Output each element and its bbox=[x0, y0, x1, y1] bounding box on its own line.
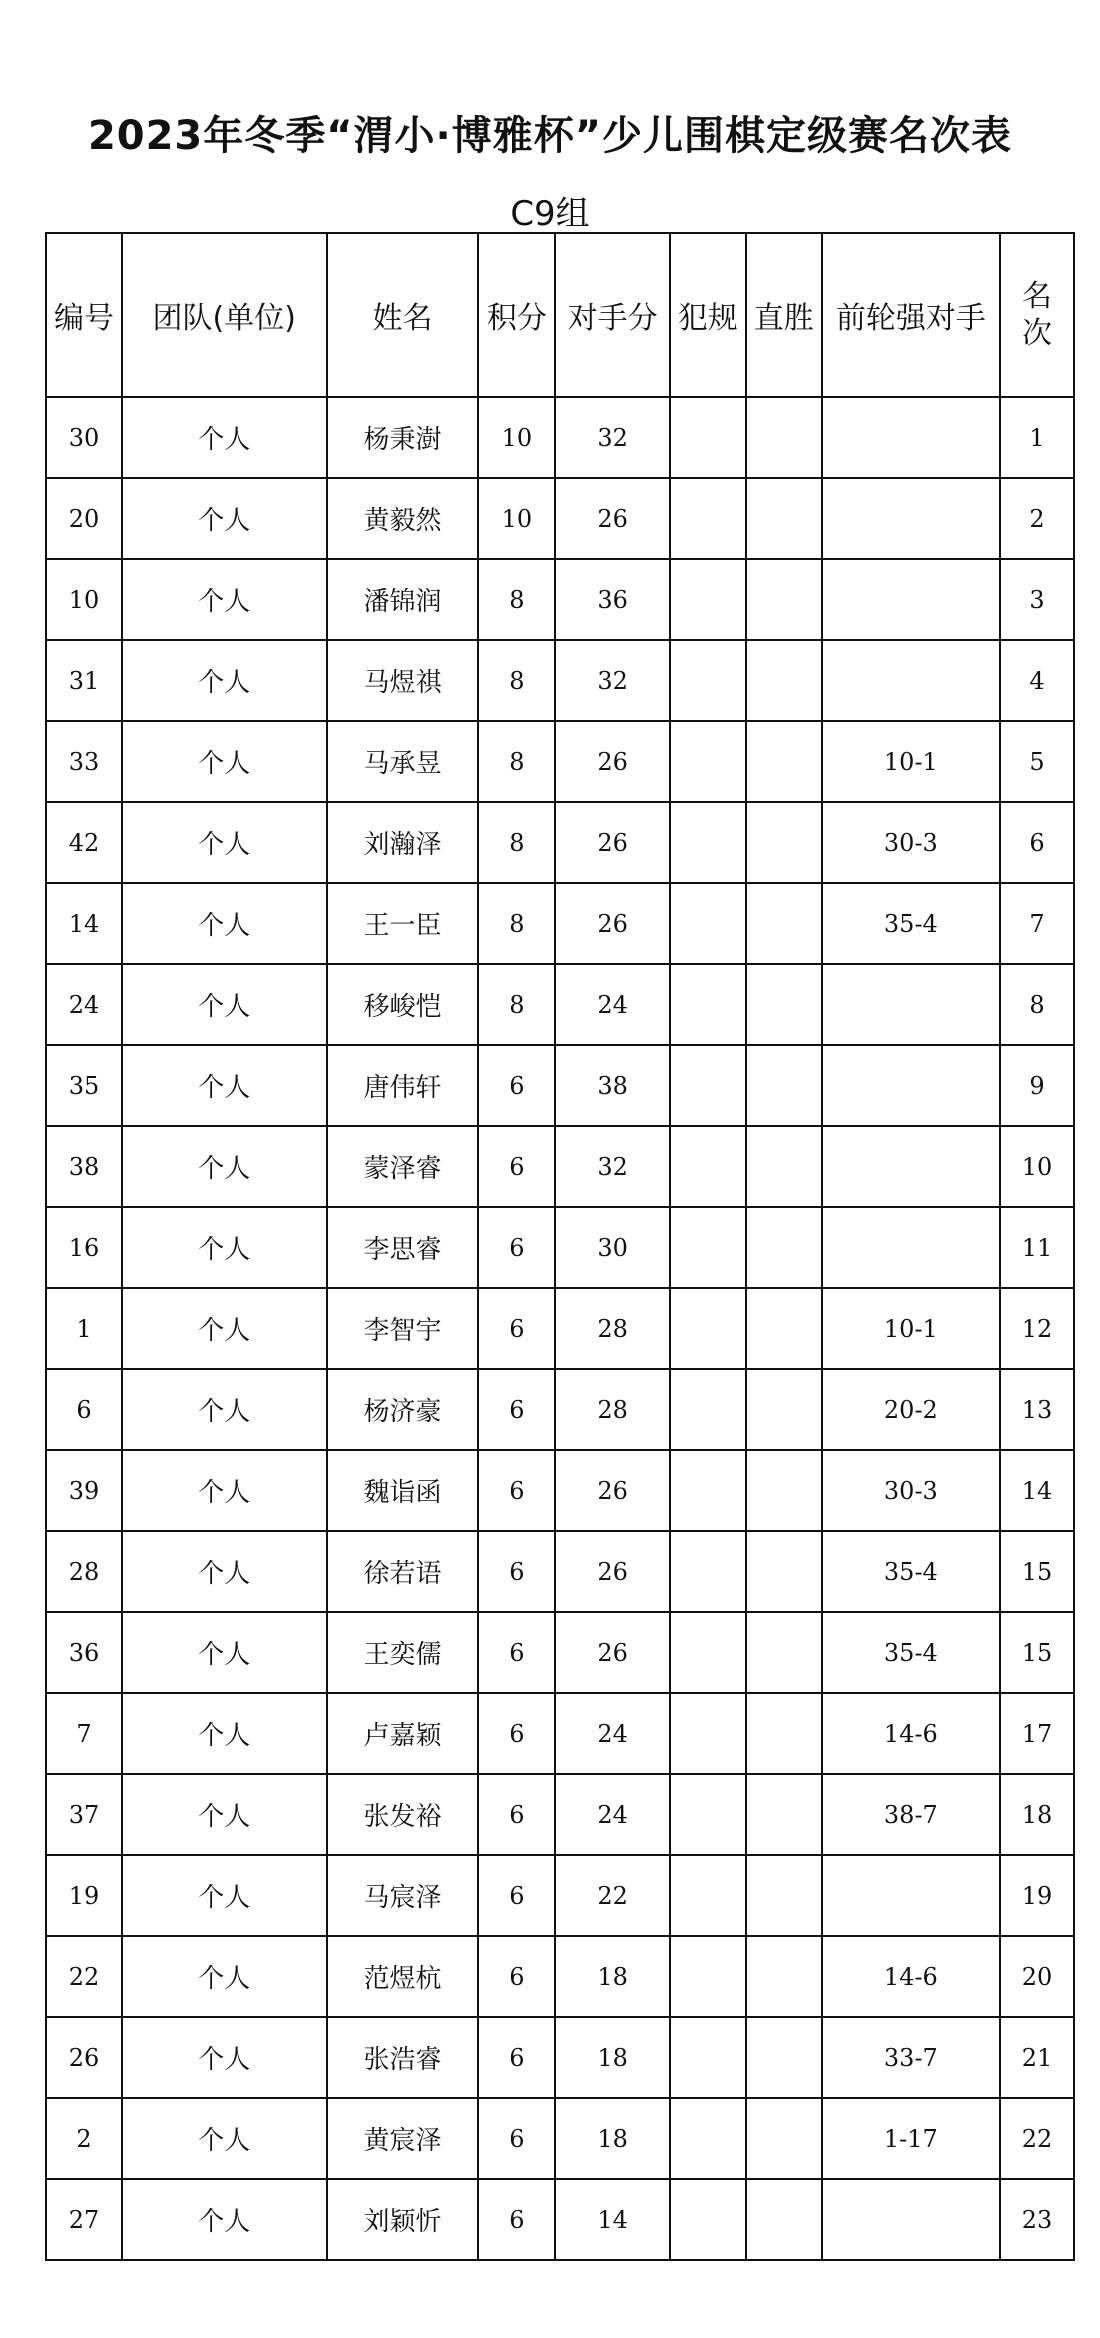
cell-points: 6 bbox=[478, 1612, 555, 1693]
cell-name: 马煜祺 bbox=[327, 640, 479, 721]
cell-rank: 2 bbox=[1000, 478, 1074, 559]
table-row bbox=[46, 478, 1074, 559]
cell-foul bbox=[670, 1369, 746, 1450]
cell-rank: 9 bbox=[1000, 1045, 1074, 1126]
table-row bbox=[46, 1126, 1074, 1207]
cell-team: 个人 bbox=[122, 1855, 327, 1936]
header-foul: 犯规 bbox=[670, 233, 746, 397]
cell-name: 马承昱 bbox=[327, 721, 479, 802]
cell-id: 28 bbox=[46, 1531, 122, 1612]
table-row bbox=[46, 1045, 1074, 1126]
table-header-row bbox=[46, 233, 1074, 397]
cell-id: 38 bbox=[46, 1126, 122, 1207]
cell-name: 移峻恺 bbox=[327, 964, 479, 1045]
cell-points: 6 bbox=[478, 1936, 555, 2017]
cell-foul bbox=[670, 1126, 746, 1207]
cell-foul bbox=[670, 1288, 746, 1369]
cell-name: 徐若语 bbox=[327, 1531, 479, 1612]
header-strong-opponent: 前轮强对手 bbox=[822, 233, 1000, 397]
cell-rank: 4 bbox=[1000, 640, 1074, 721]
cell-foul bbox=[670, 883, 746, 964]
cell-points: 6 bbox=[478, 1126, 555, 1207]
cell-foul bbox=[670, 640, 746, 721]
cell-foul bbox=[670, 1612, 746, 1693]
cell-foul bbox=[670, 1045, 746, 1126]
cell-direct-win bbox=[746, 1612, 822, 1693]
page-title: 2023年冬季“渭小·博雅杯”少儿围棋定级赛名次表 bbox=[87, 113, 1013, 159]
cell-team: 个人 bbox=[122, 397, 327, 478]
cell-team: 个人 bbox=[122, 2179, 327, 2260]
cell-name: 张发裕 bbox=[327, 1774, 479, 1855]
cell-points: 10 bbox=[478, 397, 555, 478]
cell-name: 马宸泽 bbox=[327, 1855, 479, 1936]
header-points: 积分 bbox=[478, 233, 555, 397]
cell-opponent-score: 24 bbox=[555, 1774, 669, 1855]
cell-foul bbox=[670, 1855, 746, 1936]
cell-team: 个人 bbox=[122, 1774, 327, 1855]
cell-rank: 10 bbox=[1000, 1126, 1074, 1207]
cell-direct-win bbox=[746, 2017, 822, 2098]
cell-rank: 6 bbox=[1000, 802, 1074, 883]
cell-rank: 14 bbox=[1000, 1450, 1074, 1531]
cell-direct-win bbox=[746, 1693, 822, 1774]
cell-id: 10 bbox=[46, 559, 122, 640]
table-row bbox=[46, 1774, 1074, 1855]
cell-rank: 21 bbox=[1000, 2017, 1074, 2098]
cell-opponent-score: 24 bbox=[555, 964, 669, 1045]
cell-foul bbox=[670, 2098, 746, 2179]
cell-team: 个人 bbox=[122, 640, 327, 721]
cell-strong-opponent bbox=[822, 397, 1000, 478]
cell-points: 8 bbox=[478, 883, 555, 964]
cell-rank: 19 bbox=[1000, 1855, 1074, 1936]
cell-team: 个人 bbox=[122, 1207, 327, 1288]
cell-direct-win bbox=[746, 1774, 822, 1855]
cell-points: 6 bbox=[478, 2017, 555, 2098]
cell-strong-opponent: 35-4 bbox=[822, 1612, 1000, 1693]
cell-direct-win bbox=[746, 2179, 822, 2260]
cell-points: 8 bbox=[478, 721, 555, 802]
cell-points: 10 bbox=[478, 478, 555, 559]
cell-foul bbox=[670, 478, 746, 559]
cell-opponent-score: 26 bbox=[555, 721, 669, 802]
cell-strong-opponent bbox=[822, 640, 1000, 721]
cell-points: 6 bbox=[478, 1450, 555, 1531]
cell-strong-opponent: 35-4 bbox=[822, 883, 1000, 964]
cell-points: 6 bbox=[478, 1531, 555, 1612]
table-row bbox=[46, 2179, 1074, 2260]
cell-direct-win bbox=[746, 1531, 822, 1612]
cell-strong-opponent: 1-17 bbox=[822, 2098, 1000, 2179]
cell-id: 2 bbox=[46, 2098, 122, 2179]
cell-direct-win bbox=[746, 1126, 822, 1207]
cell-points: 8 bbox=[478, 640, 555, 721]
cell-direct-win bbox=[746, 1207, 822, 1288]
cell-rank: 13 bbox=[1000, 1369, 1074, 1450]
cell-opponent-score: 22 bbox=[555, 1855, 669, 1936]
table-row bbox=[46, 2098, 1074, 2179]
cell-rank: 5 bbox=[1000, 721, 1074, 802]
cell-name: 杨济豪 bbox=[327, 1369, 479, 1450]
table-row bbox=[46, 640, 1074, 721]
cell-opponent-score: 38 bbox=[555, 1045, 669, 1126]
cell-name: 李智宇 bbox=[327, 1288, 479, 1369]
cell-strong-opponent: 20-2 bbox=[822, 1369, 1000, 1450]
cell-opponent-score: 32 bbox=[555, 640, 669, 721]
cell-id: 35 bbox=[46, 1045, 122, 1126]
cell-points: 6 bbox=[478, 1045, 555, 1126]
cell-direct-win bbox=[746, 559, 822, 640]
cell-opponent-score: 26 bbox=[555, 802, 669, 883]
cell-team: 个人 bbox=[122, 802, 327, 883]
cell-team: 个人 bbox=[122, 1936, 327, 2017]
cell-direct-win bbox=[746, 478, 822, 559]
cell-name: 刘瀚泽 bbox=[327, 802, 479, 883]
table-row bbox=[46, 1855, 1074, 1936]
cell-opponent-score: 32 bbox=[555, 397, 669, 478]
cell-foul bbox=[670, 964, 746, 1045]
cell-rank: 23 bbox=[1000, 2179, 1074, 2260]
cell-team: 个人 bbox=[122, 1369, 327, 1450]
cell-strong-opponent bbox=[822, 1126, 1000, 1207]
cell-opponent-score: 18 bbox=[555, 1936, 669, 2017]
cell-rank: 17 bbox=[1000, 1693, 1074, 1774]
table-row bbox=[46, 1531, 1074, 1612]
cell-team: 个人 bbox=[122, 559, 327, 640]
header-team: 团队(单位) bbox=[122, 233, 327, 397]
cell-opponent-score: 26 bbox=[555, 1531, 669, 1612]
cell-rank: 3 bbox=[1000, 559, 1074, 640]
cell-strong-opponent: 10-1 bbox=[822, 1288, 1000, 1369]
cell-foul bbox=[670, 1774, 746, 1855]
cell-name: 卢嘉颖 bbox=[327, 1693, 479, 1774]
cell-id: 42 bbox=[46, 802, 122, 883]
table-row bbox=[46, 2017, 1074, 2098]
cell-strong-opponent bbox=[822, 2179, 1000, 2260]
cell-rank: 7 bbox=[1000, 883, 1074, 964]
cell-direct-win bbox=[746, 1045, 822, 1126]
cell-opponent-score: 18 bbox=[555, 2017, 669, 2098]
cell-id: 33 bbox=[46, 721, 122, 802]
cell-name: 王奕儒 bbox=[327, 1612, 479, 1693]
cell-rank: 1 bbox=[1000, 397, 1074, 478]
cell-id: 22 bbox=[46, 1936, 122, 2017]
cell-id: 39 bbox=[46, 1450, 122, 1531]
cell-id: 31 bbox=[46, 640, 122, 721]
cell-name: 蒙泽睿 bbox=[327, 1126, 479, 1207]
cell-strong-opponent: 35-4 bbox=[822, 1531, 1000, 1612]
cell-team: 个人 bbox=[122, 2098, 327, 2179]
cell-team: 个人 bbox=[122, 883, 327, 964]
cell-team: 个人 bbox=[122, 721, 327, 802]
cell-rank: 8 bbox=[1000, 964, 1074, 1045]
header-opponent-score: 对手分 bbox=[555, 233, 669, 397]
cell-rank: 15 bbox=[1000, 1531, 1074, 1612]
cell-rank: 20 bbox=[1000, 1936, 1074, 2017]
cell-name: 杨秉澍 bbox=[327, 397, 479, 478]
cell-points: 6 bbox=[478, 1693, 555, 1774]
table-row bbox=[46, 802, 1074, 883]
cell-foul bbox=[670, 2017, 746, 2098]
cell-name: 潘锦润 bbox=[327, 559, 479, 640]
cell-opponent-score: 26 bbox=[555, 883, 669, 964]
table-row bbox=[46, 1693, 1074, 1774]
cell-id: 1 bbox=[46, 1288, 122, 1369]
cell-id: 37 bbox=[46, 1774, 122, 1855]
group-label: C9组 bbox=[510, 194, 590, 234]
cell-opponent-score: 26 bbox=[555, 478, 669, 559]
table-row bbox=[46, 883, 1074, 964]
header-id: 编号 bbox=[46, 233, 122, 397]
cell-points: 6 bbox=[478, 1774, 555, 1855]
cell-direct-win bbox=[746, 721, 822, 802]
cell-id: 19 bbox=[46, 1855, 122, 1936]
cell-strong-opponent: 10-1 bbox=[822, 721, 1000, 802]
table-row bbox=[46, 1612, 1074, 1693]
cell-strong-opponent: 14-6 bbox=[822, 1936, 1000, 2017]
cell-opponent-score: 28 bbox=[555, 1369, 669, 1450]
cell-id: 7 bbox=[46, 1693, 122, 1774]
cell-foul bbox=[670, 721, 746, 802]
cell-foul bbox=[670, 1450, 746, 1531]
cell-team: 个人 bbox=[122, 2017, 327, 2098]
cell-id: 16 bbox=[46, 1207, 122, 1288]
cell-direct-win bbox=[746, 802, 822, 883]
cell-points: 8 bbox=[478, 559, 555, 640]
cell-foul bbox=[670, 397, 746, 478]
cell-rank: 15 bbox=[1000, 1612, 1074, 1693]
cell-name: 魏诣函 bbox=[327, 1450, 479, 1531]
cell-direct-win bbox=[746, 640, 822, 721]
cell-direct-win bbox=[746, 397, 822, 478]
cell-id: 26 bbox=[46, 2017, 122, 2098]
cell-team: 个人 bbox=[122, 1288, 327, 1369]
cell-direct-win bbox=[746, 1288, 822, 1369]
cell-points: 6 bbox=[478, 2179, 555, 2260]
cell-opponent-score: 26 bbox=[555, 1612, 669, 1693]
cell-strong-opponent: 30-3 bbox=[822, 1450, 1000, 1531]
cell-opponent-score: 28 bbox=[555, 1288, 669, 1369]
cell-strong-opponent: 38-7 bbox=[822, 1774, 1000, 1855]
cell-points: 8 bbox=[478, 802, 555, 883]
cell-name: 黄宸泽 bbox=[327, 2098, 479, 2179]
cell-opponent-score: 36 bbox=[555, 559, 669, 640]
cell-foul bbox=[670, 2179, 746, 2260]
cell-opponent-score: 26 bbox=[555, 1450, 669, 1531]
cell-name: 黄毅然 bbox=[327, 478, 479, 559]
cell-team: 个人 bbox=[122, 1450, 327, 1531]
cell-points: 6 bbox=[478, 1855, 555, 1936]
cell-strong-opponent: 33-7 bbox=[822, 2017, 1000, 2098]
table-row bbox=[46, 1369, 1074, 1450]
cell-strong-opponent bbox=[822, 1855, 1000, 1936]
table-row bbox=[46, 1450, 1074, 1531]
cell-id: 27 bbox=[46, 2179, 122, 2260]
cell-foul bbox=[670, 802, 746, 883]
cell-foul bbox=[670, 559, 746, 640]
cell-id: 30 bbox=[46, 397, 122, 478]
table-row bbox=[46, 559, 1074, 640]
cell-name: 王一臣 bbox=[327, 883, 479, 964]
header-rank: 名次 bbox=[1000, 233, 1074, 397]
cell-rank: 18 bbox=[1000, 1774, 1074, 1855]
cell-team: 个人 bbox=[122, 1531, 327, 1612]
table-row bbox=[46, 721, 1074, 802]
table-row bbox=[46, 1288, 1074, 1369]
cell-strong-opponent bbox=[822, 1045, 1000, 1126]
cell-foul bbox=[670, 1693, 746, 1774]
cell-opponent-score: 18 bbox=[555, 2098, 669, 2179]
cell-strong-opponent: 30-3 bbox=[822, 802, 1000, 883]
cell-team: 个人 bbox=[122, 964, 327, 1045]
cell-points: 8 bbox=[478, 964, 555, 1045]
cell-team: 个人 bbox=[122, 1126, 327, 1207]
cell-name: 范煜杭 bbox=[327, 1936, 479, 2017]
cell-rank: 22 bbox=[1000, 2098, 1074, 2179]
cell-strong-opponent bbox=[822, 559, 1000, 640]
cell-direct-win bbox=[746, 964, 822, 1045]
ranking-table bbox=[45, 232, 1075, 2261]
cell-name: 李思睿 bbox=[327, 1207, 479, 1288]
cell-name: 刘颖忻 bbox=[327, 2179, 479, 2260]
cell-points: 6 bbox=[478, 1207, 555, 1288]
cell-points: 6 bbox=[478, 1369, 555, 1450]
cell-strong-opponent bbox=[822, 1207, 1000, 1288]
cell-foul bbox=[670, 1531, 746, 1612]
cell-strong-opponent bbox=[822, 478, 1000, 559]
cell-direct-win bbox=[746, 1936, 822, 2017]
cell-direct-win bbox=[746, 1450, 822, 1531]
cell-team: 个人 bbox=[122, 1693, 327, 1774]
cell-opponent-score: 32 bbox=[555, 1126, 669, 1207]
cell-rank: 11 bbox=[1000, 1207, 1074, 1288]
cell-strong-opponent: 14-6 bbox=[822, 1693, 1000, 1774]
cell-id: 20 bbox=[46, 478, 122, 559]
cell-points: 6 bbox=[478, 2098, 555, 2179]
cell-strong-opponent bbox=[822, 964, 1000, 1045]
header-name: 姓名 bbox=[327, 233, 479, 397]
header-direct-win: 直胜 bbox=[746, 233, 822, 397]
cell-id: 6 bbox=[46, 1369, 122, 1450]
cell-points: 6 bbox=[478, 1288, 555, 1369]
table-row bbox=[46, 1936, 1074, 2017]
table-row bbox=[46, 1207, 1074, 1288]
cell-direct-win bbox=[746, 883, 822, 964]
cell-foul bbox=[670, 1207, 746, 1288]
cell-opponent-score: 30 bbox=[555, 1207, 669, 1288]
cell-rank: 12 bbox=[1000, 1288, 1074, 1369]
cell-id: 14 bbox=[46, 883, 122, 964]
cell-id: 24 bbox=[46, 964, 122, 1045]
cell-direct-win bbox=[746, 2098, 822, 2179]
cell-opponent-score: 14 bbox=[555, 2179, 669, 2260]
cell-id: 36 bbox=[46, 1612, 122, 1693]
cell-team: 个人 bbox=[122, 1612, 327, 1693]
cell-team: 个人 bbox=[122, 478, 327, 559]
cell-direct-win bbox=[746, 1855, 822, 1936]
cell-direct-win bbox=[746, 1369, 822, 1450]
cell-opponent-score: 24 bbox=[555, 1693, 669, 1774]
cell-foul bbox=[670, 1936, 746, 2017]
cell-name: 张浩睿 bbox=[327, 2017, 479, 2098]
table-row bbox=[46, 964, 1074, 1045]
cell-team: 个人 bbox=[122, 1045, 327, 1126]
table-row bbox=[46, 397, 1074, 478]
cell-name: 唐伟轩 bbox=[327, 1045, 479, 1126]
